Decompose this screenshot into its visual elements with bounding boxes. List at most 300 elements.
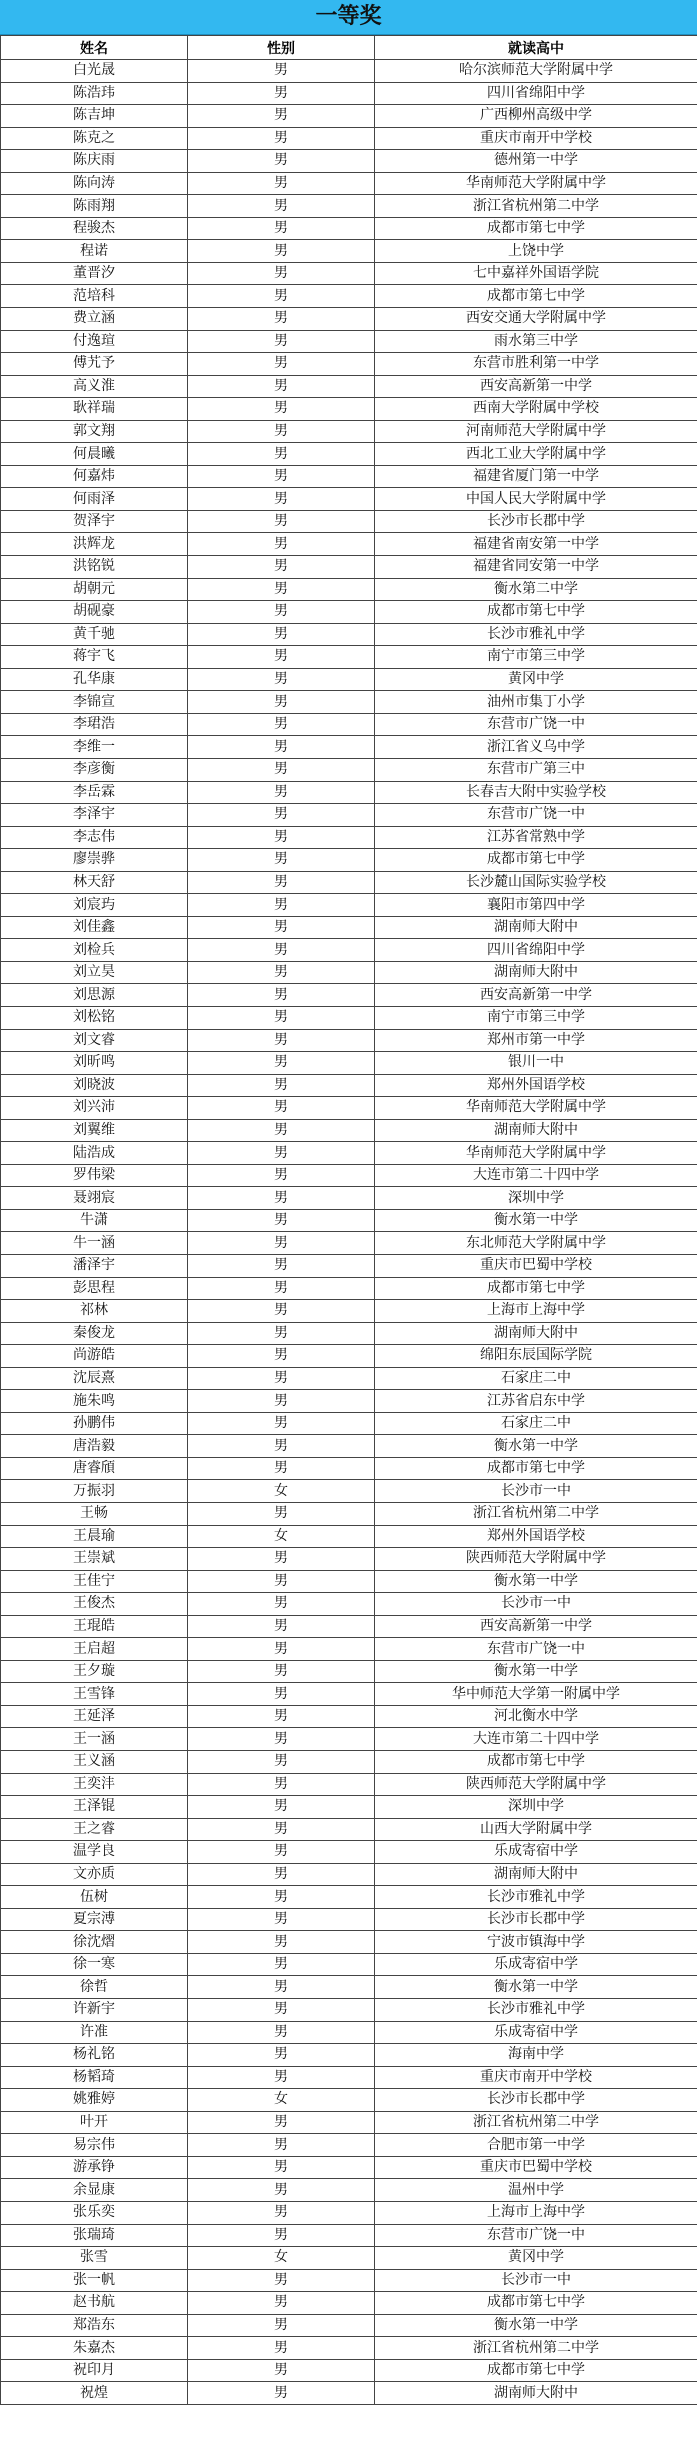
school-cell: 七中嘉祥外国语学院 [375, 262, 697, 285]
student-name-cell: 陈雨翔 [1, 195, 188, 218]
student-name-cell: 孙鹏伟 [1, 1412, 188, 1435]
student-name-cell: 耿祥瑞 [1, 398, 188, 421]
gender-cell: 男 [188, 916, 375, 939]
gender-cell: 男 [188, 172, 375, 195]
school-cell: 湖南师大附中 [375, 1119, 697, 1142]
school-cell: 华南师范大学附属中学 [375, 1142, 697, 1165]
table-row [1, 1705, 697, 1728]
student-name-cell: 祝煌 [1, 2382, 188, 2405]
table-row [1, 961, 697, 984]
gender-cell: 男 [188, 1209, 375, 1232]
school-cell: 陕西师范大学附属中学 [375, 1773, 697, 1796]
school-cell: 深圳中学 [375, 1187, 697, 1210]
student-name-cell: 贺泽宇 [1, 510, 188, 533]
school-cell: 西南大学附属中学校 [375, 398, 697, 421]
school-cell: 雨水第三中学 [375, 330, 697, 353]
gender-cell: 男 [188, 1953, 375, 1976]
gender-cell: 男 [188, 646, 375, 669]
student-name-cell: 徐哲 [1, 1976, 188, 1999]
student-name-cell: 文亦质 [1, 1863, 188, 1886]
table-row [1, 1683, 697, 1706]
gender-cell: 男 [188, 1570, 375, 1593]
school-cell: 海南中学 [375, 2044, 697, 2067]
school-cell: 郑州外国语学校 [375, 1074, 697, 1097]
table-row [1, 623, 697, 646]
gender-cell: 女 [188, 1480, 375, 1503]
student-name-cell: 刘宸玙 [1, 894, 188, 917]
table-row [1, 2359, 697, 2382]
table-row [1, 2044, 697, 2067]
school-cell: 东营市广饶一中 [375, 713, 697, 736]
gender-cell: 男 [188, 1052, 375, 1075]
table-row [1, 646, 697, 669]
school-cell: 衡水第一中学 [375, 1435, 697, 1458]
student-name-cell: 李彦衡 [1, 758, 188, 781]
school-cell: 东营市广第三中 [375, 758, 697, 781]
table-row [1, 1300, 697, 1323]
table-row [1, 488, 697, 511]
gender-cell: 男 [188, 2382, 375, 2405]
student-name-cell: 王之睿 [1, 1818, 188, 1841]
table-row [1, 1052, 697, 1075]
gender-cell: 男 [188, 105, 375, 128]
student-name-cell: 洪辉龙 [1, 533, 188, 556]
gender-cell: 男 [188, 1615, 375, 1638]
table-row [1, 736, 697, 759]
student-name-cell: 沈辰熹 [1, 1367, 188, 1390]
student-name-cell: 张瑞琦 [1, 2224, 188, 2247]
table-row [1, 1953, 697, 1976]
table-row [1, 1367, 697, 1390]
table-row [1, 1638, 697, 1661]
gender-cell: 男 [188, 1818, 375, 1841]
table-row [1, 1931, 697, 1954]
gender-cell: 男 [188, 1886, 375, 1909]
table-row [1, 1029, 697, 1052]
column-header-school: 就读高中 [375, 36, 697, 60]
student-name-cell: 王俊杰 [1, 1593, 188, 1616]
school-cell: 衡水第一中学 [375, 1976, 697, 1999]
gender-cell: 男 [188, 1638, 375, 1661]
gender-cell: 男 [188, 556, 375, 579]
table-row [1, 1818, 697, 1841]
school-cell: 西安高新第一中学 [375, 375, 697, 398]
gender-cell: 男 [188, 308, 375, 331]
gender-cell: 男 [188, 1097, 375, 1120]
gender-cell: 男 [188, 1705, 375, 1728]
student-name-cell: 程骏杰 [1, 217, 188, 240]
gender-cell: 男 [188, 2156, 375, 2179]
school-cell: 福建省同安第一中学 [375, 556, 697, 579]
table-row [1, 1412, 697, 1435]
student-name-cell: 刘佳鑫 [1, 916, 188, 939]
table-row [1, 849, 697, 872]
school-cell: 大连市第二十四中学 [375, 1164, 697, 1187]
gender-cell: 男 [188, 1548, 375, 1571]
table-row [1, 2201, 697, 2224]
gender-cell: 男 [188, 894, 375, 917]
school-cell: 重庆市巴蜀中学校 [375, 1254, 697, 1277]
table-row [1, 533, 697, 556]
student-name-cell: 刘文睿 [1, 1029, 188, 1052]
school-cell: 湖南师大附中 [375, 1863, 697, 1886]
gender-cell: 男 [188, 691, 375, 714]
school-cell: 湖南师大附中 [375, 916, 697, 939]
student-name-cell: 聂翊宸 [1, 1187, 188, 1210]
table-row [1, 691, 697, 714]
table-row [1, 1164, 697, 1187]
table-row [1, 330, 697, 353]
table-row [1, 1908, 697, 1931]
table-row [1, 1570, 697, 1593]
student-name-cell: 王畅 [1, 1503, 188, 1526]
gender-cell: 男 [188, 961, 375, 984]
school-cell: 乐成寄宿中学 [375, 2021, 697, 2044]
student-name-cell: 何晨曦 [1, 443, 188, 466]
student-name-cell: 李锦宣 [1, 691, 188, 714]
gender-cell: 男 [188, 150, 375, 173]
header-row [1, 36, 697, 60]
student-name-cell: 陈向涛 [1, 172, 188, 195]
school-cell: 合肥市第一中学 [375, 2134, 697, 2157]
school-cell: 宁波市镇海中学 [375, 1931, 697, 1954]
school-cell: 南宁市第三中学 [375, 646, 697, 669]
school-cell: 温州中学 [375, 2179, 697, 2202]
table-row [1, 2247, 697, 2270]
gender-cell: 男 [188, 1751, 375, 1774]
school-cell: 广西柳州高级中学 [375, 105, 697, 128]
student-name-cell: 唐浩毅 [1, 1435, 188, 1458]
student-name-cell: 施朱鸣 [1, 1390, 188, 1413]
table-row [1, 172, 697, 195]
student-name-cell: 祝印月 [1, 2359, 188, 2382]
gender-cell: 男 [188, 127, 375, 150]
student-name-cell: 郭文翔 [1, 420, 188, 443]
student-name-cell: 陆浩成 [1, 1142, 188, 1165]
student-name-cell: 付逸瑄 [1, 330, 188, 353]
table-row [1, 375, 697, 398]
table-row [1, 105, 697, 128]
table-row [1, 1503, 697, 1526]
table-row [1, 916, 697, 939]
student-name-cell: 费立涵 [1, 308, 188, 331]
student-name-cell: 刘昕鸣 [1, 1052, 188, 1075]
table-row [1, 2021, 697, 2044]
gender-cell: 男 [188, 2269, 375, 2292]
school-cell: 上海市上海中学 [375, 2201, 697, 2224]
school-cell: 绵阳东辰国际学院 [375, 1345, 697, 1368]
gender-cell: 男 [188, 1593, 375, 1616]
school-cell: 银川一中 [375, 1052, 697, 1075]
student-name-cell: 秦俊龙 [1, 1322, 188, 1345]
gender-cell: 男 [188, 758, 375, 781]
student-name-cell: 李志伟 [1, 826, 188, 849]
gender-cell: 男 [188, 217, 375, 240]
student-name-cell: 夏宗溥 [1, 1908, 188, 1931]
gender-cell: 男 [188, 510, 375, 533]
gender-cell: 男 [188, 1908, 375, 1931]
student-name-cell: 姚雅婷 [1, 2089, 188, 2112]
student-name-cell: 刘兴沛 [1, 1097, 188, 1120]
student-name-cell: 王义涵 [1, 1751, 188, 1774]
student-name-cell: 王崇斌 [1, 1548, 188, 1571]
student-name-cell: 李岳霖 [1, 781, 188, 804]
school-cell: 哈尔滨师范大学附属中学 [375, 60, 697, 83]
school-cell: 湖南师大附中 [375, 2382, 697, 2405]
school-cell: 浙江省杭州第二中学 [375, 195, 697, 218]
school-cell: 襄阳市第四中学 [375, 894, 697, 917]
gender-cell: 男 [188, 668, 375, 691]
gender-cell: 男 [188, 262, 375, 285]
school-cell: 重庆市南开中学校 [375, 2066, 697, 2089]
student-name-cell: 李泽宇 [1, 804, 188, 827]
student-name-cell: 程诺 [1, 240, 188, 263]
table-row [1, 1254, 697, 1277]
student-name-cell: 王启超 [1, 1638, 188, 1661]
gender-cell: 女 [188, 2247, 375, 2270]
table-row [1, 2337, 697, 2360]
student-name-cell: 张一帆 [1, 2269, 188, 2292]
student-name-cell: 游承铮 [1, 2156, 188, 2179]
gender-cell: 男 [188, 375, 375, 398]
table-row [1, 984, 697, 1007]
gender-cell: 女 [188, 1525, 375, 1548]
table-row [1, 668, 697, 691]
student-name-cell: 王奕沣 [1, 1773, 188, 1796]
gender-cell: 男 [188, 60, 375, 83]
column-header-name: 姓名 [1, 36, 188, 60]
table-row [1, 1525, 697, 1548]
table-row [1, 2179, 697, 2202]
table-row [1, 465, 697, 488]
student-name-cell: 刘翼维 [1, 1119, 188, 1142]
school-cell: 四川省绵阳中学 [375, 82, 697, 105]
table-row [1, 1277, 697, 1300]
school-cell: 长沙麓山国际实验学校 [375, 871, 697, 894]
table-row [1, 1142, 697, 1165]
award-table [0, 35, 697, 2405]
table-row [1, 1006, 697, 1029]
student-name-cell: 刘思源 [1, 984, 188, 1007]
school-cell: 衡水第一中学 [375, 1209, 697, 1232]
table-row [1, 2111, 697, 2134]
gender-cell: 男 [188, 2111, 375, 2134]
gender-cell: 男 [188, 1142, 375, 1165]
student-name-cell: 王雪锋 [1, 1683, 188, 1706]
school-cell: 黄冈中学 [375, 2247, 697, 2270]
student-name-cell: 张雪 [1, 2247, 188, 2270]
student-name-cell: 许准 [1, 2021, 188, 2044]
school-cell: 东营市广饶一中 [375, 2224, 697, 2247]
student-name-cell: 许新宇 [1, 1999, 188, 2022]
gender-cell: 男 [188, 1412, 375, 1435]
gender-cell: 男 [188, 781, 375, 804]
student-name-cell: 王泽锟 [1, 1796, 188, 1819]
gender-cell: 男 [188, 1773, 375, 1796]
gender-cell: 男 [188, 849, 375, 872]
school-cell: 南宁市第三中学 [375, 1006, 697, 1029]
gender-cell: 男 [188, 826, 375, 849]
school-cell: 陕西师范大学附属中学 [375, 1548, 697, 1571]
student-name-cell: 蒋宇飞 [1, 646, 188, 669]
school-cell: 成都市第七中学 [375, 217, 697, 240]
gender-cell: 男 [188, 601, 375, 624]
gender-cell: 男 [188, 984, 375, 1007]
student-name-cell: 胡砚豪 [1, 601, 188, 624]
student-name-cell: 董晋汐 [1, 262, 188, 285]
school-cell: 郑州外国语学校 [375, 1525, 697, 1548]
student-name-cell: 温学良 [1, 1841, 188, 1864]
gender-cell: 男 [188, 1863, 375, 1886]
table-row [1, 443, 697, 466]
table-row [1, 1886, 697, 1909]
gender-cell: 男 [188, 1187, 375, 1210]
gender-cell: 男 [188, 1232, 375, 1255]
gender-cell: 男 [188, 2292, 375, 2315]
gender-cell: 男 [188, 353, 375, 376]
table-row [1, 150, 697, 173]
gender-cell: 男 [188, 420, 375, 443]
student-name-cell: 李维一 [1, 736, 188, 759]
school-cell: 成都市第七中学 [375, 2292, 697, 2315]
student-name-cell: 孔华康 [1, 668, 188, 691]
school-cell: 东营市胜利第一中学 [375, 353, 697, 376]
award-title: 一等奖 [0, 0, 697, 35]
table-row [1, 420, 697, 443]
school-cell: 湖南师大附中 [375, 1322, 697, 1345]
school-cell: 浙江省杭州第二中学 [375, 2111, 697, 2134]
student-name-cell: 刘检兵 [1, 939, 188, 962]
table-row [1, 2134, 697, 2157]
table-row [1, 1435, 697, 1458]
student-name-cell: 刘松铭 [1, 1006, 188, 1029]
table-row [1, 556, 697, 579]
student-name-cell: 尚游皓 [1, 1345, 188, 1368]
table-row [1, 60, 697, 83]
table-row [1, 353, 697, 376]
student-name-cell: 陈吉坤 [1, 105, 188, 128]
table-row [1, 1322, 697, 1345]
student-name-cell: 廖崇骅 [1, 849, 188, 872]
table-row [1, 601, 697, 624]
gender-cell: 男 [188, 285, 375, 308]
school-cell: 乐成寄宿中学 [375, 1953, 697, 1976]
table-row [1, 1773, 697, 1796]
school-cell: 长沙市雅礼中学 [375, 623, 697, 646]
student-name-cell: 郑浩东 [1, 2314, 188, 2337]
student-name-cell: 王延泽 [1, 1705, 188, 1728]
student-name-cell: 徐沈熠 [1, 1931, 188, 1954]
school-cell: 油州市集丁小学 [375, 691, 697, 714]
gender-cell: 男 [188, 330, 375, 353]
school-cell: 石家庄二中 [375, 1367, 697, 1390]
gender-cell: 男 [188, 1164, 375, 1187]
student-name-cell: 陈庆雨 [1, 150, 188, 173]
gender-cell: 男 [188, 1029, 375, 1052]
student-name-cell: 王一涵 [1, 1728, 188, 1751]
school-cell: 郑州市第一中学 [375, 1029, 697, 1052]
table-row [1, 1863, 697, 1886]
school-cell: 成都市第七中学 [375, 1457, 697, 1480]
table-row [1, 2156, 697, 2179]
gender-cell: 男 [188, 1322, 375, 1345]
student-name-cell: 范培科 [1, 285, 188, 308]
gender-cell: 男 [188, 1728, 375, 1751]
table-row [1, 578, 697, 601]
school-cell: 黄冈中学 [375, 668, 697, 691]
table-row [1, 1209, 697, 1232]
table-row [1, 2089, 697, 2112]
school-cell: 衡水第一中学 [375, 1570, 697, 1593]
table-row [1, 1457, 697, 1480]
gender-cell: 男 [188, 2044, 375, 2067]
school-cell: 重庆市南开中学校 [375, 127, 697, 150]
gender-cell: 男 [188, 82, 375, 105]
school-cell: 华南师范大学附属中学 [375, 1097, 697, 1120]
school-cell: 东北师范大学附属中学 [375, 1232, 697, 1255]
school-cell: 石家庄二中 [375, 1412, 697, 1435]
school-cell: 福建省南安第一中学 [375, 533, 697, 556]
student-name-cell: 陈克之 [1, 127, 188, 150]
gender-cell: 男 [188, 1683, 375, 1706]
gender-cell: 男 [188, 871, 375, 894]
gender-cell: 男 [188, 1345, 375, 1368]
table-row [1, 1615, 697, 1638]
table-row [1, 1345, 697, 1368]
gender-cell: 男 [188, 1435, 375, 1458]
school-cell: 四川省绵阳中学 [375, 939, 697, 962]
student-name-cell: 潘泽宇 [1, 1254, 188, 1277]
student-name-cell: 赵书航 [1, 2292, 188, 2315]
student-name-cell: 祁林 [1, 1300, 188, 1323]
gender-cell: 男 [188, 195, 375, 218]
gender-cell: 男 [188, 804, 375, 827]
table-row [1, 1751, 697, 1774]
school-cell: 长沙市一中 [375, 1593, 697, 1616]
gender-cell: 男 [188, 1841, 375, 1864]
gender-cell: 男 [188, 1254, 375, 1277]
student-name-cell: 王琨皓 [1, 1615, 188, 1638]
table-row [1, 1660, 697, 1683]
table-row [1, 758, 697, 781]
student-name-cell: 杨礼铭 [1, 2044, 188, 2067]
student-name-cell: 唐睿頎 [1, 1457, 188, 1480]
student-name-cell: 杨韬琦 [1, 2066, 188, 2089]
gender-cell: 男 [188, 623, 375, 646]
school-cell: 中国人民大学附属中学 [375, 488, 697, 511]
school-cell: 大连市第二十四中学 [375, 1728, 697, 1751]
gender-cell: 男 [188, 443, 375, 466]
school-cell: 深圳中学 [375, 1796, 697, 1819]
table-row [1, 240, 697, 263]
table-row [1, 195, 697, 218]
gender-cell: 男 [188, 1277, 375, 1300]
school-cell: 江苏省启东中学 [375, 1390, 697, 1413]
table-row [1, 2382, 697, 2405]
gender-cell: 男 [188, 713, 375, 736]
student-name-cell: 叶开 [1, 2111, 188, 2134]
column-header-gender: 性别 [188, 36, 375, 60]
school-cell: 浙江省杭州第二中学 [375, 2337, 697, 2360]
table-row [1, 713, 697, 736]
school-cell: 德州第一中学 [375, 150, 697, 173]
school-cell: 东营市广饶一中 [375, 804, 697, 827]
gender-cell: 男 [188, 2179, 375, 2202]
gender-cell: 男 [188, 736, 375, 759]
table-row [1, 2292, 697, 2315]
student-name-cell: 牛潇 [1, 1209, 188, 1232]
gender-cell: 女 [188, 2089, 375, 2112]
